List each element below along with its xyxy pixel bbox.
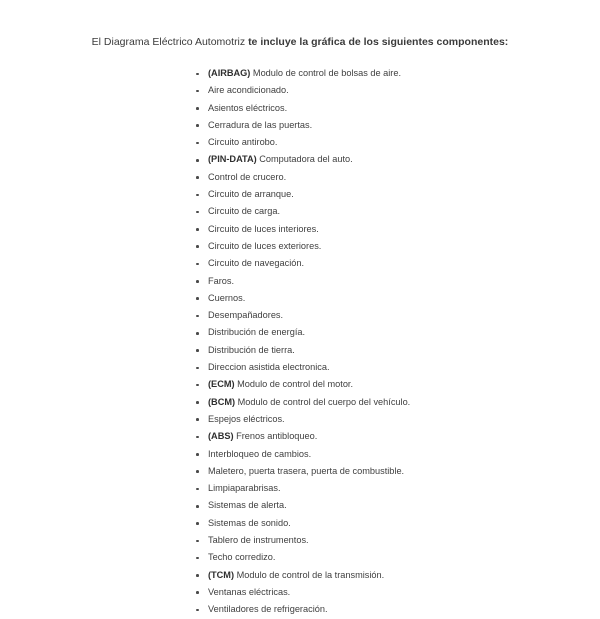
list-item [196,549,544,566]
component-label: Cerradura de las puertas. [208,119,313,130]
list-item [196,65,544,82]
component-label: Control de crucero. [208,171,287,182]
component-label: Modulo de control del motor. [234,379,354,390]
component-label: Modulo de control de bolsas de aire. [250,68,402,78]
component-label: Tablero de instrumentos. [208,535,309,546]
component-list [56,65,544,619]
component-label: Sistemas de alerta. [208,500,287,511]
list-item [196,221,544,238]
component-label: Modulo de control del cuerpo del vehículo. [235,396,411,407]
list-item [196,324,544,341]
list-item [196,290,544,307]
list-item [196,117,544,134]
list-item [196,255,544,272]
component-label: Ventiladores de refrigeración. [208,604,328,615]
list-item [196,100,544,117]
component-code: (TCM) [208,569,235,580]
list-item [196,273,544,290]
component-label: Sistemas de sonido. [208,517,291,528]
list-item [196,497,544,514]
component-code: (AIRBAG) [208,68,251,78]
component-label: Limpiaparabrisas. [208,483,281,494]
component-label: Interbloqueo de cambios. [208,448,312,459]
list-item [196,307,544,324]
component-label: Circuito de arranque. [208,189,294,200]
list-item [196,169,544,186]
page-title-emphasis: te incluye la gráfica de los siguientes componentes: [248,36,509,48]
list-item [196,567,544,584]
component-label: Techo corredizo. [208,552,276,563]
list-item [196,446,544,463]
component-code: (PIN-DATA) [208,154,257,165]
list-item [196,584,544,601]
list-item [196,376,544,393]
list-item [196,463,544,480]
component-label: Frenos antibloqueo. [233,431,318,442]
component-label: Circuito de navegación. [208,258,305,269]
list-item [196,515,544,532]
list-item [196,532,544,549]
page-title [66,34,534,51]
component-label: Distribución de energía. [208,327,306,338]
list-item [196,359,544,376]
component-label: Direccion asistida electronica. [208,362,330,373]
component-label: Desempañadores. [208,310,284,321]
component-label: Circuito de luces interiores. [208,223,319,234]
component-label: Computadora del auto. [256,154,353,165]
component-label: Circuito de carga. [208,206,281,217]
list-item [196,203,544,220]
component-code: (BCM) [208,396,236,407]
page-title-lead: El Diagrama Eléctrico Automotriz [91,36,249,48]
component-code: (ECM) [208,379,235,390]
list-item [196,82,544,99]
component-label: Espejos eléctricos. [208,413,285,424]
component-label: Asientos eléctricos. [208,102,288,113]
list-item [196,151,544,168]
list-item [196,411,544,428]
component-label: Ventanas eléctricas. [208,586,291,597]
component-label: Faros. [208,275,235,286]
component-label: Distribución de tierra. [208,344,295,355]
list-item [196,238,544,255]
list-item [196,186,544,203]
component-code: (ABS) [208,431,234,442]
component-label: Circuito antirobo. [208,137,278,148]
list-item [196,342,544,359]
list-item [196,480,544,497]
component-label: Modulo de control de la transmisión. [234,569,385,580]
list-item [196,394,544,411]
list-item [196,428,544,445]
component-label: Cuernos. [208,292,246,303]
list-item [196,134,544,151]
component-label: Aire acondicionado. [208,85,289,96]
component-label: Maletero, puerta trasera, puerta de combustible. [208,465,405,476]
list-item [196,601,544,618]
component-label: Circuito de luces exteriores. [208,240,322,251]
